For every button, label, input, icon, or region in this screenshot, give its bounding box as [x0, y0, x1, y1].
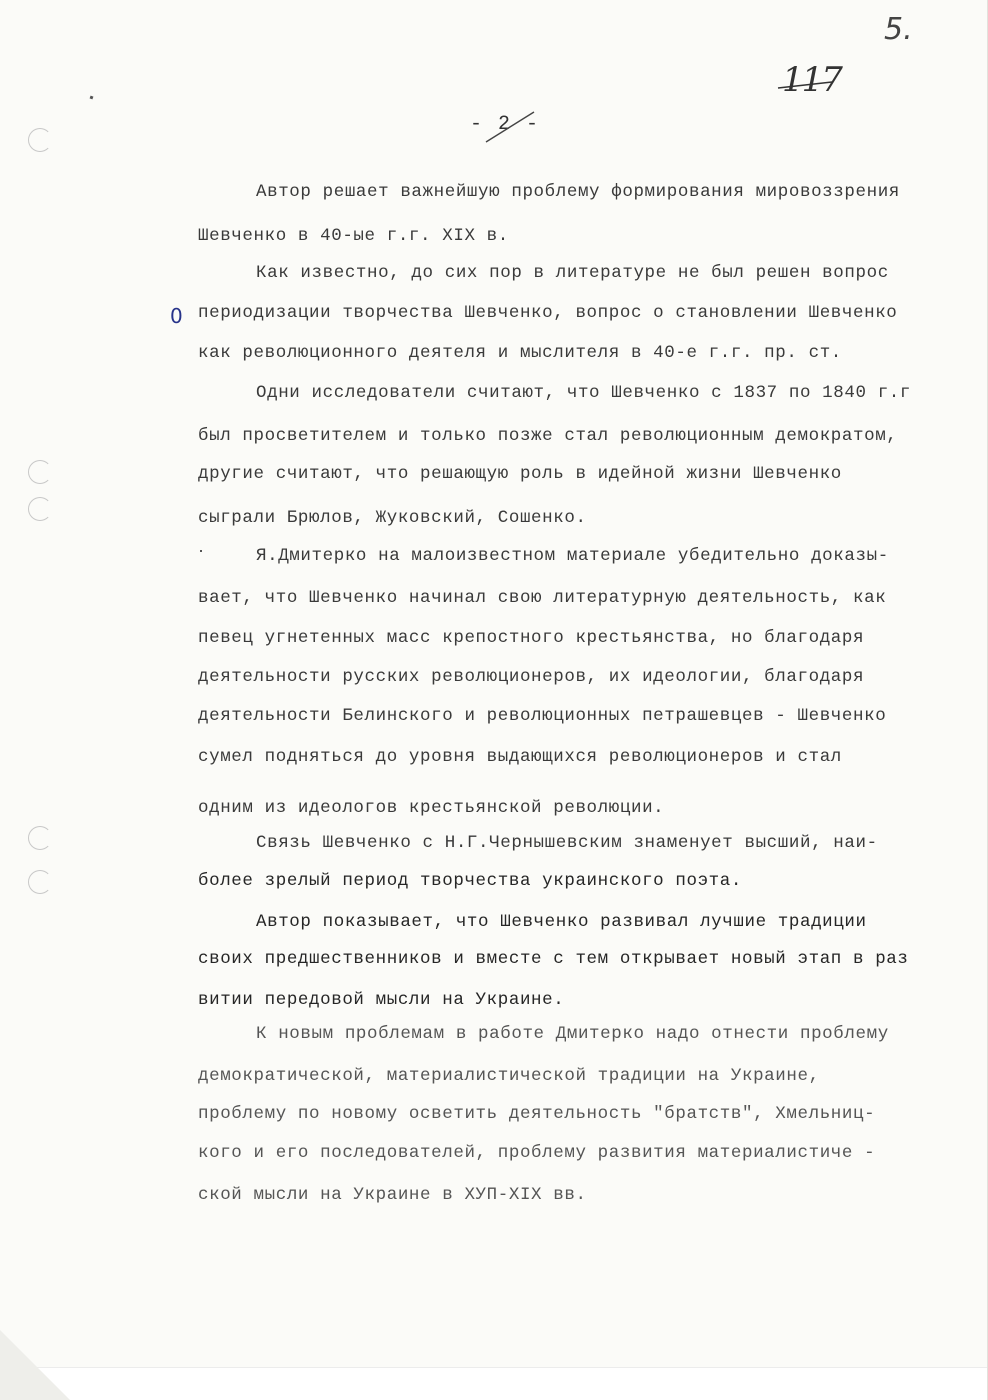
text-line: сыграли Брюлов, Жуковский, Сошенко. — [198, 508, 587, 528]
page-bottom-edge — [0, 1367, 988, 1400]
sheet-number: 5. — [884, 12, 913, 47]
punch-hole — [28, 128, 52, 152]
margin-correction-mark: 0 — [170, 304, 183, 328]
text-line: Как известно, до сих пор в литературе не был решен вопрос — [256, 263, 889, 283]
text-line: певец угнетенных масс крепостного крестьянства, но благодаря — [198, 628, 865, 648]
punch-hole — [28, 870, 52, 894]
punch-hole — [28, 460, 52, 484]
archive-number-strike — [776, 72, 836, 102]
text-line: демократической, материалистической традиции на Украине, — [198, 1066, 820, 1086]
text-line: ской мысли на Украине в XУП-XIX вв. — [198, 1185, 587, 1205]
ink-speck — [90, 96, 94, 100]
text-line: деятельности русских революционеров, их идеологии, благодаря — [198, 667, 865, 687]
text-line: как революционного деятеля и мыслителя в 40-е г.г. пр. ст. — [198, 343, 842, 363]
punch-hole — [28, 826, 52, 850]
text-line: своих предшественников и вместе с тем открывает новый этап в раз — [198, 949, 909, 969]
text-line: был просветителем и только позже стал революционным демократом, — [198, 426, 898, 446]
text-line: одним из идеологов крестьянской революции. — [198, 798, 665, 818]
text-line: Шевченко в 40-ые г.г. XIX в. — [198, 226, 509, 246]
page-number-strike — [480, 108, 540, 148]
text-line: Я.Дмитерко на малоизвестном материале убедительно доказы- — [256, 546, 889, 566]
text-line: периодизации творчества Шевченко, вопрос о становлении Шевченко — [198, 303, 898, 323]
text-line: Связь Шевченко с Н.Г.Чернышевским знаменует высший, наи- — [256, 833, 878, 853]
page-number: - 2 - — [470, 113, 541, 136]
text-line: витии передовой мысли на Украине. — [198, 990, 565, 1010]
text-line: другие считают, что решающую роль в идейной жизни Шевченко — [198, 464, 842, 484]
text-line: Одни исследователи считают, что Шевченко с 1837 по 1840 г.г — [256, 383, 912, 403]
text-line: Автор показывает, что Шевченко развивал лучшие традиции — [256, 912, 867, 932]
text-line: К новым проблемам в работе Дмитерко надо отнести проблему — [256, 1024, 889, 1044]
punch-hole — [28, 497, 52, 521]
folded-corner — [0, 1330, 70, 1400]
text-line: проблему по новому осветить деятельность "братств", Хмельниц- — [198, 1104, 876, 1124]
text-line: кого и его последователей, проблему развития материалистиче - — [198, 1143, 876, 1163]
archive-number: 117 — [782, 60, 841, 100]
text-line: более зрелый период творчества украинского поэта. — [198, 871, 742, 891]
text-line: деятельности Белинского и революционных петрашевцев - Шевченко — [198, 706, 887, 726]
text-line: сумел подняться до уровня выдающихся революционеров и стал — [198, 747, 842, 767]
text-line: вает, что Шевченко начинал свою литературную деятельность, как — [198, 588, 887, 608]
text-line: Автор решает важнейшую проблему формирования мировоззрения — [256, 182, 900, 202]
ink-speck — [200, 550, 202, 552]
